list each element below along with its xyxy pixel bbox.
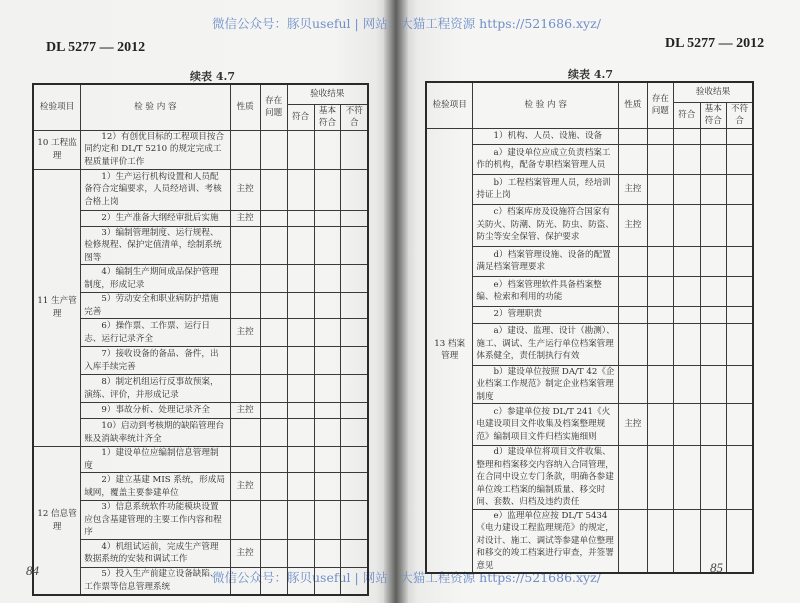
issue-cell[interactable] [260,539,287,567]
table-row [33,226,368,265]
table-row [426,246,753,276]
content-cell: e）档案管理软件具备档案整编、检索和利用的功能 [473,276,619,306]
issue-cell[interactable] [260,567,287,595]
fail-cell[interactable] [727,509,754,573]
basic-pass-cell[interactable] [314,265,341,293]
table-row [33,447,368,473]
header-pass: 符合 [674,102,700,128]
fail-cell[interactable] [341,473,368,501]
table-row [33,265,368,293]
nature-cell [619,365,648,404]
pass-cell[interactable] [287,501,314,540]
nature-cell: 主控 [230,403,260,419]
fail-cell[interactable] [727,144,754,174]
pass-cell[interactable] [674,276,700,306]
fail-cell[interactable] [341,169,368,210]
standard-code-right: DL 5277 — 2012 [665,36,765,51]
pass-cell[interactable] [287,226,314,265]
fail-cell[interactable] [727,246,754,276]
nature-cell: 主控 [619,404,648,446]
pass-cell[interactable] [287,293,314,319]
basic-pass-cell[interactable] [314,210,341,226]
table-row [426,174,753,204]
table-row [33,293,368,319]
basic-pass-cell[interactable] [700,306,726,323]
nature-cell [230,567,260,595]
fail-cell[interactable] [727,446,754,510]
issue-cell[interactable] [260,403,287,419]
fail-cell[interactable] [341,210,368,226]
nature-cell [230,347,260,375]
fail-cell[interactable] [727,323,754,365]
issue-cell[interactable] [260,130,287,169]
pass-cell[interactable] [287,567,314,595]
issue-cell[interactable] [647,276,673,306]
book-spine [384,0,408,603]
table-row [33,567,368,595]
header-item: 检验项目 [426,82,473,128]
header-fail: 不符合 [341,104,368,130]
item-cell: 11 生产管理 [33,169,81,447]
issue-cell[interactable] [647,404,673,446]
content-cell: 8）制定机组运行反事故预案，演练、评价，并形成记录 [81,375,230,403]
basic-pass-cell[interactable] [314,403,341,419]
issue-cell[interactable] [647,446,673,510]
basic-pass-cell[interactable] [314,539,341,567]
fail-cell[interactable] [727,204,754,246]
basic-pass-cell[interactable] [700,404,726,446]
header-fail: 不符合 [727,102,754,128]
nature-cell [619,509,648,573]
pass-cell[interactable] [287,447,314,473]
header-issue: 存在问题 [647,82,673,128]
table-row [426,128,753,144]
pass-cell[interactable] [674,144,700,174]
fail-cell[interactable] [727,128,754,144]
fail-cell[interactable] [727,306,754,323]
table-row [33,403,368,419]
header-basic-pass: 基本符合 [700,102,726,128]
fail-cell[interactable] [341,347,368,375]
table-title-right: 续表 4.7 [568,68,613,81]
issue-cell[interactable] [260,293,287,319]
pass-cell[interactable] [287,375,314,403]
pass-cell[interactable] [287,473,314,501]
pass-cell[interactable] [287,265,314,293]
nature-cell [619,323,648,365]
table-row [426,509,753,573]
basic-pass-cell[interactable] [700,323,726,365]
issue-cell[interactable] [647,128,673,144]
basic-pass-cell[interactable] [700,246,726,276]
content-cell: a）建设单位应成立负责档案工作的机构，配备专职档案管理人员 [473,144,619,174]
watermark-top: 微信公众号：豚贝useful | 网站：大猫工程资源 https://521686.xyz/ [212,16,601,31]
item-cell: 13 档案管理 [426,128,473,573]
table-row [426,276,753,306]
fail-cell[interactable] [341,419,368,447]
table-row [33,347,368,375]
pass-cell[interactable] [674,365,700,404]
content-cell: 5）劳动安全和职业病防护措施完善 [81,293,230,319]
basic-pass-cell[interactable] [314,473,341,501]
issue-cell[interactable] [647,144,673,174]
nature-cell: 主控 [230,169,260,210]
pass-cell[interactable] [674,404,700,446]
pass-cell[interactable] [674,509,700,573]
issue-cell[interactable] [260,319,287,347]
fail-cell[interactable] [341,130,368,169]
issue-cell[interactable] [260,501,287,540]
pass-cell[interactable] [287,169,314,210]
header-basic-pass: 基本符合 [314,104,341,130]
basic-pass-cell[interactable] [700,128,726,144]
fail-cell[interactable] [341,403,368,419]
issue-cell[interactable] [647,306,673,323]
inspection-table-left [32,83,369,596]
table-row [426,323,753,365]
header-result: 验收结果 [287,84,368,104]
basic-pass-cell[interactable] [700,276,726,306]
pass-cell[interactable] [287,319,314,347]
table-row [33,419,368,447]
content-cell: 6）操作票、工作票、运行日志、运行记录齐全 [81,319,230,347]
basic-pass-cell[interactable] [314,169,341,210]
inspection-table-right [425,81,754,574]
table-row [426,446,753,510]
basic-pass-cell[interactable] [700,446,726,510]
fail-cell[interactable] [341,375,368,403]
content-cell: a）建设、监理、设计（勘测）、施工、调试、生产运行单位档案管理体系健全，责任制执行有效 [473,323,619,365]
table-row [426,404,753,446]
nature-cell [230,130,260,169]
content-cell: b）建设单位按照 DA/T 42《企业档案工作规范》制定企业档案管理制度 [473,365,619,404]
nature-cell [619,306,648,323]
table-row [426,144,753,174]
table-row [426,204,753,246]
issue-cell[interactable] [260,210,287,226]
table-title-left: 续表 4.7 [190,70,235,83]
issue-cell[interactable] [647,323,673,365]
pass-cell[interactable] [287,539,314,567]
nature-cell [230,447,260,473]
content-cell: d）建设单位将项目文件收集、整理和档案移交内容纳入合同管理，在合同中设立专门条款，明确各参建单位竣工档案的编制质量、移交时间、套数、归档及违约责任 [473,446,619,510]
nature-cell: 主控 [230,473,260,501]
content-cell: b）工程档案管理人员，经培训持证上岗 [473,174,619,204]
content-cell: 3）信息系统软件功能模块设置应包含基建管理的主要工作内容和程序 [81,501,230,540]
nature-cell [230,419,260,447]
issue-cell[interactable] [260,265,287,293]
table-row [33,473,368,501]
issue-cell[interactable] [647,204,673,246]
content-cell: 5）投入生产前建立设备缺陷、工作票等信息管理系统 [81,567,230,595]
table-row [33,169,368,210]
nature-cell [230,501,260,540]
issue-cell[interactable] [260,347,287,375]
table-row [33,210,368,226]
issue-cell[interactable] [647,246,673,276]
basic-pass-cell[interactable] [700,174,726,204]
content-cell: 1）生产运行机构设置和人员配备符合定编要求，人员经培训、考核合格上岗 [81,169,230,210]
nature-cell [619,446,648,510]
pass-cell[interactable] [674,204,700,246]
header-item: 检验项目 [33,84,81,130]
header-nature: 性质 [619,82,648,128]
fail-cell[interactable] [341,567,368,595]
content-cell: 10）启动到考核期的缺陷管理台账及消缺率统计齐全 [81,419,230,447]
fail-cell[interactable] [341,447,368,473]
basic-pass-cell[interactable] [314,130,341,169]
fail-cell[interactable] [341,293,368,319]
issue-cell[interactable] [647,174,673,204]
table-row [426,306,753,323]
nature-cell: 主控 [230,539,260,567]
header-result: 验收结果 [674,82,753,102]
basic-pass-cell[interactable] [314,226,341,265]
table-row [33,319,368,347]
fail-cell[interactable] [727,404,754,446]
header-nature: 性质 [230,84,260,130]
content-cell: 3）编制管理制度、运行规程、检修规程、保护定值清单，绘制系统图等 [81,226,230,265]
nature-cell [619,246,648,276]
content-cell: 12）有创优目标的工程项目按合同约定和 DL/T 5210 的规定完成工程质量评价工作 [81,130,230,169]
basic-pass-cell[interactable] [314,567,341,595]
pass-cell[interactable] [287,130,314,169]
nature-cell [619,144,648,174]
page-number-left: 84 [26,563,39,578]
nature-cell: 主控 [230,319,260,347]
issue-cell[interactable] [260,473,287,501]
item-cell: 10 工程监理 [33,130,81,169]
pass-cell[interactable] [287,419,314,447]
pass-cell[interactable] [287,347,314,375]
nature-cell [619,128,648,144]
basic-pass-cell[interactable] [314,319,341,347]
pass-cell[interactable] [674,246,700,276]
fail-cell[interactable] [341,319,368,347]
table-row [33,375,368,403]
issue-cell[interactable] [260,226,287,265]
basic-pass-cell[interactable] [700,144,726,174]
nature-cell [230,226,260,265]
fail-cell[interactable] [341,501,368,540]
pass-cell[interactable] [674,323,700,365]
nature-cell [230,375,260,403]
table-row [33,539,368,567]
pass-cell[interactable] [287,403,314,419]
pass-cell[interactable] [674,446,700,510]
item-cell: 12 信息管理 [33,447,81,596]
content-cell: c）参建单位按 DL/T 241《火电建设项目文件收集及档案整理规范》编制项目文件归档实施细则 [473,404,619,446]
fail-cell[interactable] [341,539,368,567]
basic-pass-cell[interactable] [700,365,726,404]
content-cell: e）监理单位应按 DL/T 5434《电力建设工程监理规范》的规定，对设计、施工、调试等参建单位整理和移交的竣工档案进行审查，并签署意见 [473,509,619,573]
basic-pass-cell[interactable] [314,501,341,540]
content-cell: 2）建立基建 MIS 系统，形成局域网，覆盖主要参建单位 [81,473,230,501]
fail-cell[interactable] [727,174,754,204]
basic-pass-cell[interactable] [314,447,341,473]
issue-cell[interactable] [260,419,287,447]
header-pass: 符合 [287,104,314,130]
issue-cell[interactable] [260,169,287,210]
content-cell: 2）生产准备大纲经审批后实施 [81,210,230,226]
pass-cell[interactable] [674,306,700,323]
issue-cell[interactable] [260,375,287,403]
pass-cell[interactable] [287,210,314,226]
pass-cell[interactable] [674,174,700,204]
page-number-right: 85 [710,560,723,575]
header-content: 检 验 内 容 [81,84,230,130]
content-cell: 4）机组试运前，完成生产管理数据系统的安装和调试工作 [81,539,230,567]
nature-cell: 主控 [230,210,260,226]
nature-cell [230,265,260,293]
watermark-bottom: 微信公众号：豚贝useful | 网站：大猫工程资源 https://521686.xyz/ [212,570,601,585]
basic-pass-cell[interactable] [700,204,726,246]
table-row [33,130,368,169]
table-row [33,501,368,540]
content-cell: 1）机构、人员、设施、设备 [473,128,619,144]
standard-code-left: DL 5277 — 2012 [46,40,146,55]
fail-cell[interactable] [341,226,368,265]
header-issue: 存在问题 [260,84,287,130]
content-cell: d）档案管理设施、设备的配置满足档案管理要求 [473,246,619,276]
issue-cell[interactable] [647,509,673,573]
content-cell: 2）管理职责 [473,306,619,323]
nature-cell: 主控 [619,174,648,204]
content-cell: 4）编制生产期间成品保护管理制度，形成记录 [81,265,230,293]
nature-cell: 主控 [619,204,648,246]
issue-cell[interactable] [260,447,287,473]
nature-cell [619,276,648,306]
fail-cell[interactable] [727,276,754,306]
fail-cell[interactable] [341,265,368,293]
content-cell: 9）事故分析、处理记录齐全 [81,403,230,419]
issue-cell[interactable] [647,365,673,404]
content-cell: c）档案库房及设施符合国家有关防火、防潮、防光、防虫、防盗、防尘等安全保管、保护要求 [473,204,619,246]
table-row [426,365,753,404]
nature-cell [230,293,260,319]
basic-pass-cell[interactable] [314,419,341,447]
content-cell: 1）建设单位应编制信息管理制度 [81,447,230,473]
basic-pass-cell[interactable] [314,347,341,375]
basic-pass-cell[interactable] [314,293,341,319]
header-content: 检 验 内 容 [473,82,619,128]
fail-cell[interactable] [727,365,754,404]
content-cell: 7）接收设备的备品、备件，出入库手续完善 [81,347,230,375]
basic-pass-cell[interactable] [314,375,341,403]
pass-cell[interactable] [674,128,700,144]
